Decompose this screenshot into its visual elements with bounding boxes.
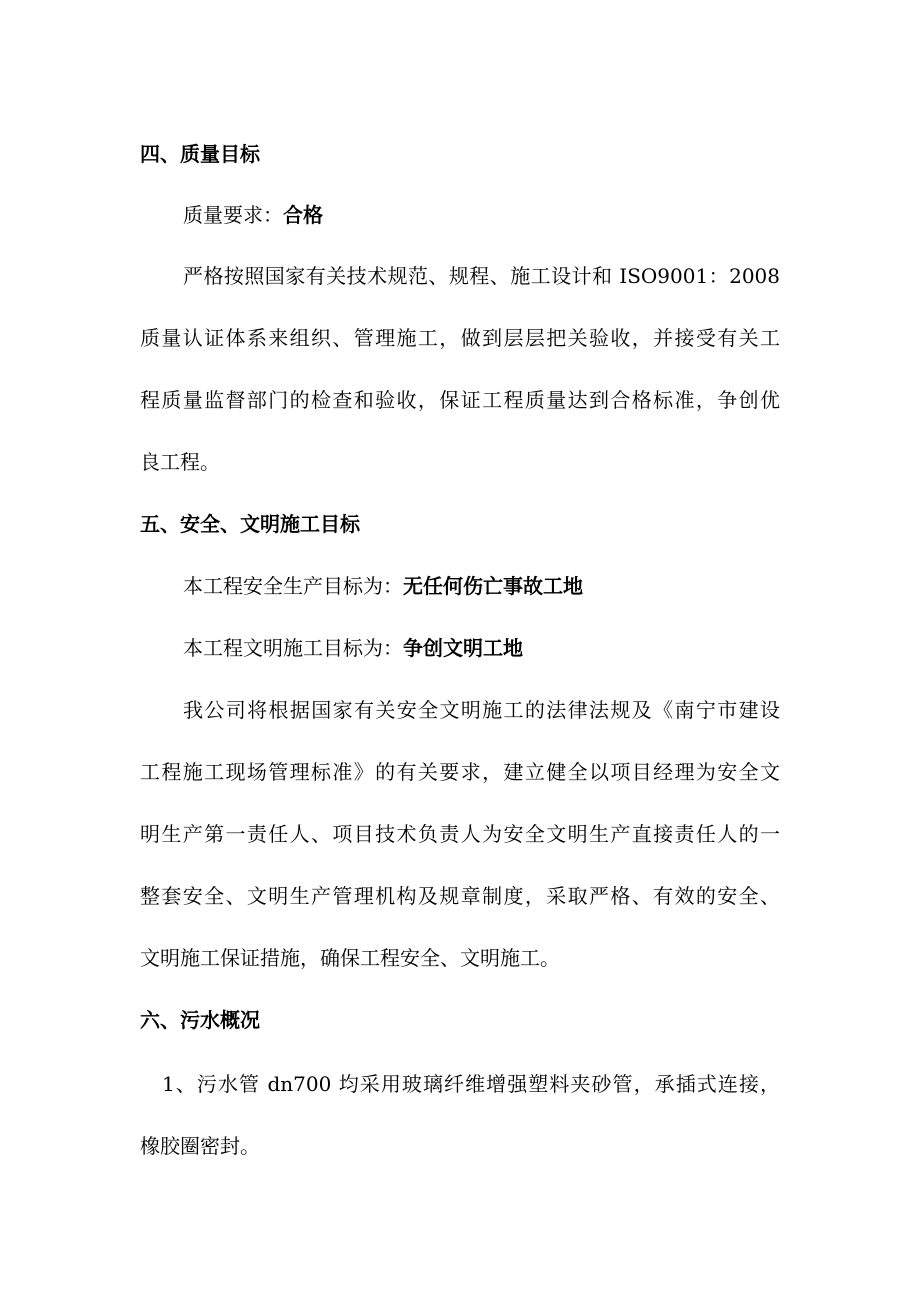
quality-paragraph-line-3: 程质量监督部门的检查和验收，保证工程质量达到合格标准，争创优 [140,388,780,412]
quality-requirement-value: 合格 [283,203,323,227]
safety-paragraph-line-4: 整套安全、文明生产管理机构及规章制度，采取严格、有效的安全、 [140,884,780,908]
civil-target-label: 本工程文明施工目标为： [183,636,403,660]
sewage-paragraph-line-1: 1、污水管 dn700 均采用玻璃纤维增强塑料夹砂管，承插式连接， [162,1072,780,1096]
quality-paragraph-line-4: 良工程。 [140,450,220,474]
sewage-paragraph-line-2: 橡胶圈密封。 [140,1134,260,1158]
civil-target-value: 争创文明工地 [403,636,523,660]
safety-target-line [183,572,583,600]
safety-target-value: 无任何伤亡事故工地 [403,574,583,598]
quality-paragraph-line-1: 严格按照国家有关技术规范、规程、施工设计和 ISO9001：2008 [183,264,780,288]
safety-paragraph-line-1: 我公司将根据国家有关安全文明施工的法律法规及《南宁市建设 [183,698,780,722]
section-heading-sewage: 六、污水概况 [140,1008,260,1032]
civil-target-line [183,634,523,662]
quality-requirement-label: 质量要求： [183,203,283,227]
safety-paragraph-line-5: 文明施工保证措施，确保工程安全、文明施工。 [140,946,560,970]
safety-target-label: 本工程安全生产目标为： [183,574,403,598]
safety-paragraph-line-3: 明生产第一责任人、项目技术负责人为安全文明生产直接责任人的一 [140,822,780,846]
safety-paragraph-line-2: 工程施工现场管理标准》的有关要求，建立健全以项目经理为安全文 [140,760,780,784]
quality-paragraph-line-2: 质量认证体系来组织、管理施工，做到层层把关验收，并接受有关工 [140,326,780,350]
quality-requirement-line [183,201,323,229]
section-heading-safety: 五、安全、文明施工目标 [140,512,360,536]
section-heading-quality: 四、质量目标 [140,142,260,166]
